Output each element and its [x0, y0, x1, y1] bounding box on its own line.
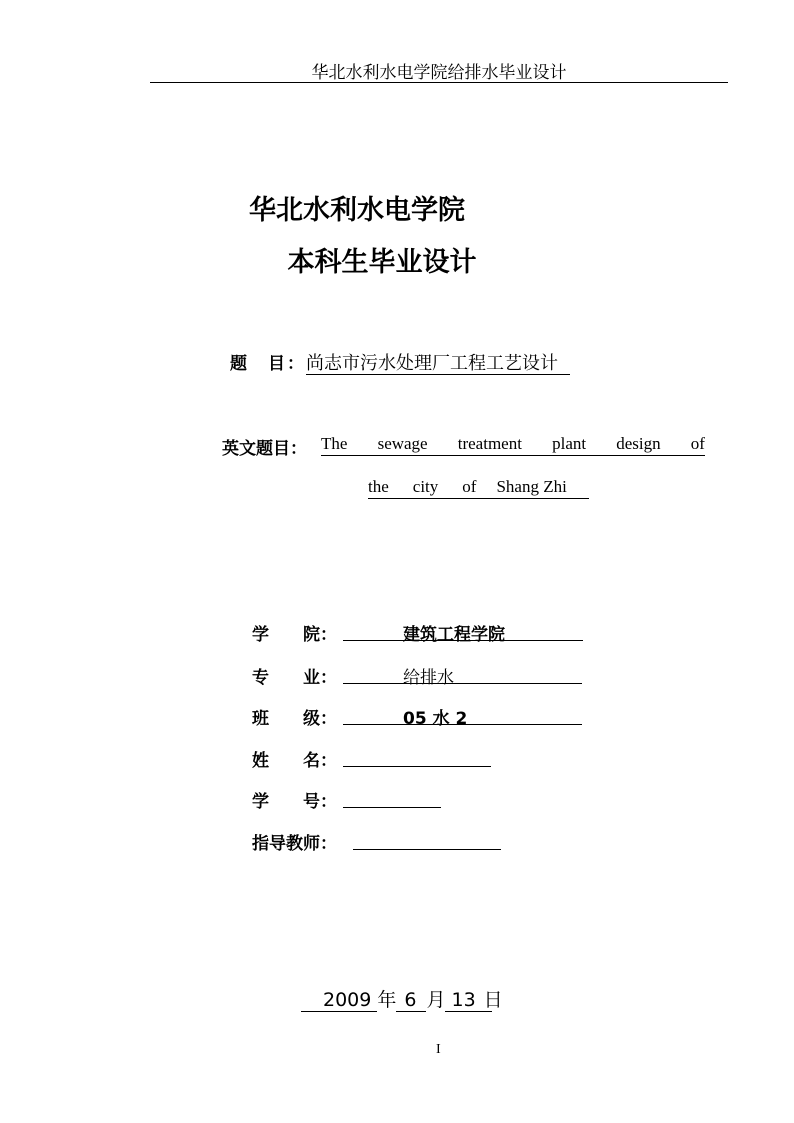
thesis-type-title: 本科生毕业设计: [287, 247, 477, 278]
date-day: 13: [445, 989, 491, 1012]
page-header: 华北水利水电学院给排水毕业设计: [311, 63, 567, 83]
english-title-line1: [321, 434, 705, 456]
student-id-field: [343, 787, 441, 808]
english-word: sewage: [377, 434, 428, 453]
date-year: 2009: [301, 989, 377, 1012]
major-value: 给排水: [343, 663, 582, 684]
english-word: Shang Zhi: [496, 477, 567, 496]
header-rule: [150, 82, 728, 83]
name-field: [343, 746, 491, 767]
english-word: design: [616, 434, 661, 453]
college-label: 学 院：: [252, 625, 337, 645]
english-title-label: 英文题目：: [222, 439, 307, 459]
english-word: the: [368, 477, 389, 496]
class-value: 05 水 2: [343, 704, 582, 725]
class-label: 班 级：: [252, 709, 337, 729]
advisor-field: [353, 829, 501, 850]
english-word: of: [690, 434, 705, 453]
english-word: of: [462, 477, 477, 496]
date-day-unit: 日: [483, 989, 503, 1011]
date-month-unit: 月: [426, 989, 446, 1011]
subject-label: 题 目：: [230, 354, 306, 374]
date-year-unit: 年: [377, 989, 397, 1011]
english-word: treatment: [457, 434, 522, 453]
date-row: [301, 985, 503, 1012]
page-number: I: [436, 1042, 441, 1057]
english-word: plant: [552, 434, 587, 453]
date-month: 6: [396, 989, 426, 1012]
english-title-line2: [368, 477, 589, 499]
major-label: 专 业：: [252, 668, 337, 688]
name-label: 姓 名：: [252, 751, 337, 771]
advisor-label: 指导教师：: [252, 834, 337, 854]
english-word: city: [412, 477, 439, 496]
english-word: The: [321, 434, 348, 453]
university-title: 华北水利水电学院: [249, 195, 465, 226]
student-id-label: 学 号：: [252, 792, 337, 812]
subject-value: 尚志市污水处理厂工程工艺设计: [306, 353, 570, 375]
college-value: 建筑工程学院: [343, 620, 583, 641]
subject-row: [230, 349, 570, 375]
